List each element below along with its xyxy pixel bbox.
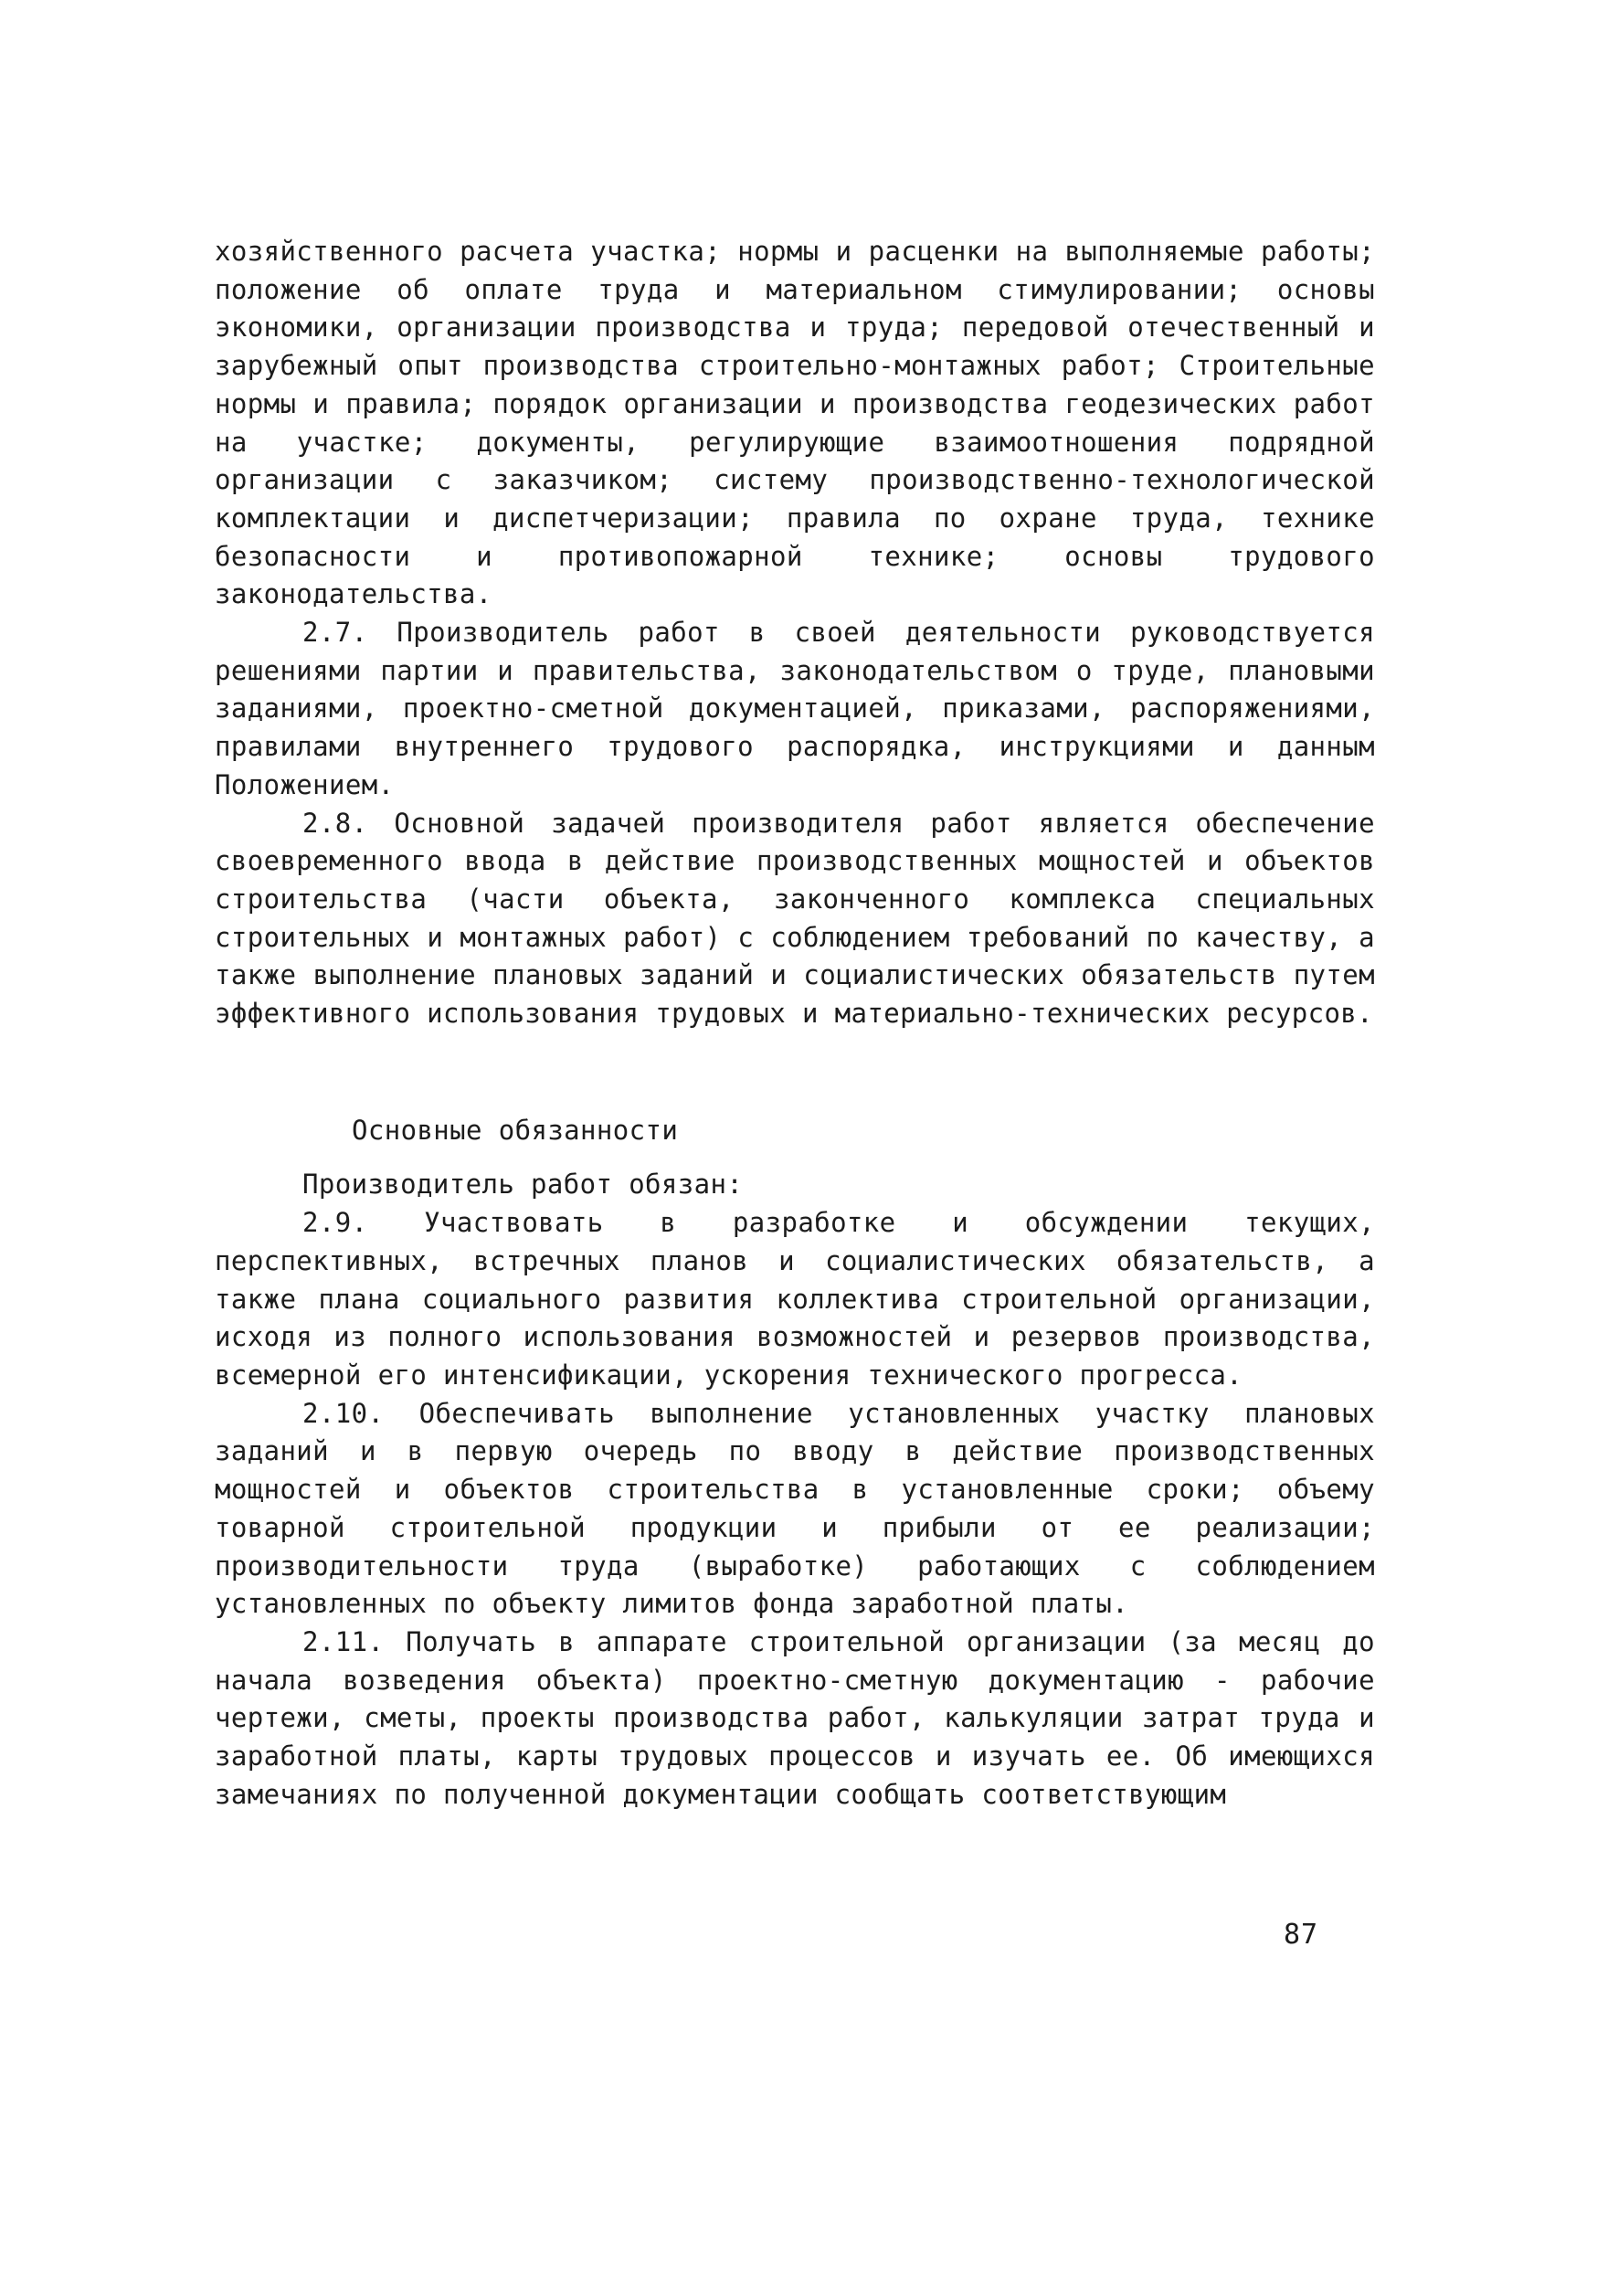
paragraph-2-7: 2.7. Производитель работ в своей деятельности руководствуется решениями партии и правительства, законодательством о труде, плановыми заданиями, проектно-сметной документацией, приказами, распоряжениями, правилами внутреннего трудового распорядка, инструкциями и данным Положением. bbox=[215, 617, 1375, 800]
lead-line: Производитель работ обязан: bbox=[302, 1169, 744, 1201]
section-heading: Основные обязанности bbox=[352, 1114, 679, 1146]
body-text bbox=[215, 233, 1375, 1814]
paragraph-2-10: 2.10. Обеспечивать выполнение установленных участку плановых заданий и в первую очередь по вводу в действие производственных мощностей и объектов строительства в установленные сроки; объему товарной строительной продукции и прибыли от ее реализации; производительности труда (выработке) работающих с соблюдением установленных по объекту лимитов фонда заработной платы. bbox=[215, 1397, 1375, 1620]
page-number: 87 bbox=[1284, 1919, 1319, 1951]
paragraph-2-9: 2.9. Участвовать в разработке и обсуждении текущих, перспективных, встречных планов и социалистических обязательств, а также плана социального развития коллектива строительной организации, исходя из полного использования возможностей и резервов производства, всемерной его интенсификации, ускорения технического прогресса. bbox=[215, 1207, 1375, 1391]
paragraph-2-8: 2.8. Основной задачей производителя работ является обеспечение своевременного ввода в действие производственных мощностей и объектов строительства (части объекта, законченного комплекса специальных строительных и монтажных работ) с соблюдением требований по качеству, а также выполнение плановых заданий и социалистических обязательств путем эффективного использования трудовых и материально-технических ресурсов. bbox=[215, 807, 1375, 1030]
paragraph-continuation: хозяйственного расчета участка; нормы и расценки на выполняемые работы; положение об оплате труда и материальном стимулировании; основы экономики, организации производства и труда; передовой отечественный и зарубежный опыт производства строительно-монтажных работ; Строительные нормы и правила; порядок организации и производства геодезических работ на участке; документы, регулирующие взаимоотношения подрядной организации с заказчиком; систему производственно-технологической комплектации и диспетчеризации; правила по охране труда, технике безопасности и противопожарной технике; основы трудового законодательства. bbox=[215, 236, 1375, 610]
paragraph-2-11: 2.11. Получать в аппарате строительной организации (за месяц до начала возведения объекта) проектно-сметную документацию - рабочие чертежи, сметы, проекты производства работ, калькуляции затрат труда и заработной платы, карты трудовых процессов и изучать ее. Об имеющихся замечаниях по полученной документации сообщать соответствующим bbox=[215, 1625, 1375, 1810]
